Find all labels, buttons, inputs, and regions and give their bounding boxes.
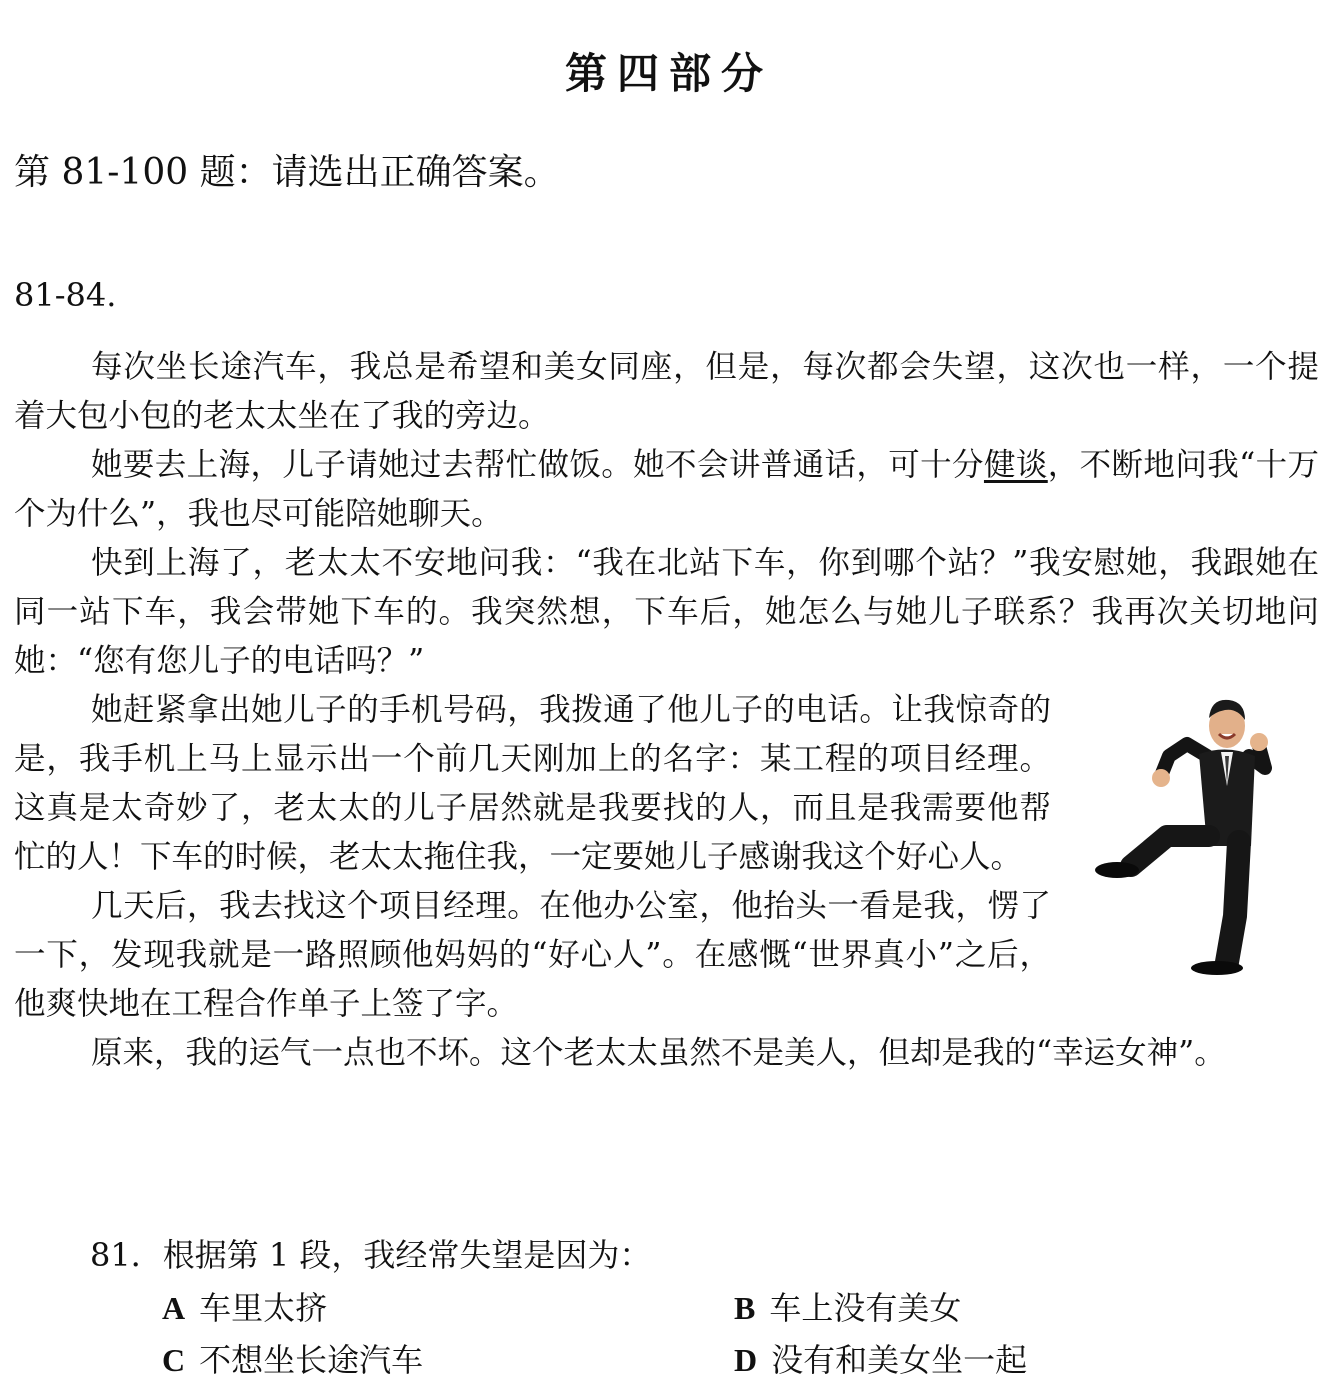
paragraph-2-part-1: 她要去上海，儿子请她过去帮忙做饭。她不会讲普通话，可十分 [91,447,984,483]
option-text: 车里太挤 [199,1289,328,1327]
option-letter: D [734,1342,758,1378]
paragraph-2-part-2: ，不断地问我“十万个为什么”，我也尽可能陪她聊天。 [14,447,1319,532]
section-title: 第四部分 [564,49,773,98]
man-in-suit-celebrating-image [1059,686,1319,976]
question-range: 81-84. [14,276,117,314]
paragraph-2 [14,441,1319,539]
paragraph-3: 快到上海了，老太太不安地问我：“我在北站下车，你到哪个站？”我安慰她，我跟她在同一站下车，我会带她下车的。我突然想，下车后，她怎么与她儿子联系？我再次关切地问她：“您有您儿子的电话吗？” [14,545,1319,679]
option-d[interactable] [734,1335,1027,1385]
option-letter: B [734,1290,756,1326]
option-text: 车上没有美女 [769,1289,962,1327]
paragraph-5: 几天后，我去找这个项目经理。在他办公室，他抬头一看是我，愣了一下，发现我就是一路照顾他妈妈的“好心人”。在感慨“世界真小”之后，他爽快地在工程合作单子上签了字。 [14,888,1051,1022]
option-text: 没有和美女坐一起 [771,1341,1028,1379]
option-letter: C [162,1342,186,1378]
question-81: 81．根据第 1 段，我经常失望是因为： [90,1236,652,1274]
option-text: 不想坐长途汽车 [199,1341,424,1379]
option-b[interactable] [734,1283,961,1333]
paragraph-4: 她赶紧拿出她儿子的手机号码，我拨通了他儿子的电话。让我惊奇的是，我手机上马上显示出一个前几天刚加上的名字：某工程的项目经理。这真是太奇妙了，老太太的儿子居然就是我要找的人，而且是我需要他帮忙的人！下车的时候，老太太拖住我，一定要她儿子感谢我这个好心人。 [14,692,1051,875]
paragraph-1: 每次坐长途汽车，我总是希望和美女同座，但是，每次都会失望，这次也一样，一个提着大包小包的老太太坐在了我的旁边。 [14,349,1319,434]
option-letter: A [162,1290,186,1326]
reading-passage [14,343,1319,1078]
option-c[interactable] [162,1335,423,1385]
underlined-word: 健谈 [983,447,1048,483]
instruction-text: 第 81-100 题：请选出正确答案。 [14,152,560,193]
option-a[interactable] [162,1283,327,1333]
paragraph-6: 原来，我的运气一点也不坏。这个老太太虽然不是美人，但却是我的“幸运女神”。 [91,1035,1226,1071]
